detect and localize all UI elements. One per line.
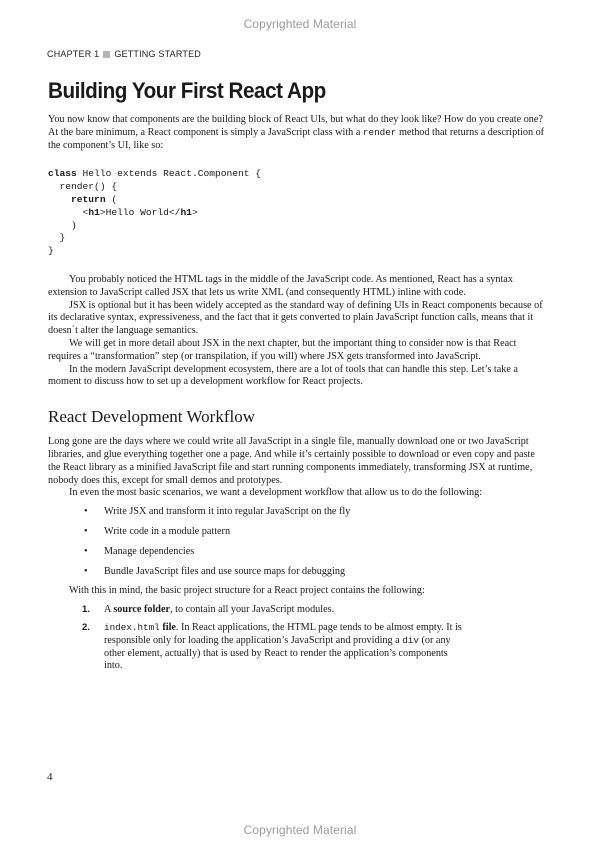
inline-code-render: render bbox=[362, 126, 397, 138]
code-text: Hello extends React.Component { bbox=[76, 168, 262, 180]
list-item bbox=[48, 622, 464, 673]
code-keyword: return bbox=[71, 193, 106, 205]
code-text: >Hello World</ bbox=[99, 206, 181, 218]
list-bold-text: file bbox=[159, 621, 176, 633]
subsection-heading: React Development Workflow bbox=[48, 407, 255, 427]
bullet-icon: • bbox=[84, 545, 88, 557]
list-text: (or any other element, actually) that is used by React to render the application’s components into. bbox=[104, 634, 451, 672]
code-tag: h1 bbox=[88, 206, 100, 218]
inline-code-div: div bbox=[402, 634, 419, 646]
inline-code-index-html: index.html bbox=[104, 621, 160, 633]
bullet-list bbox=[48, 506, 548, 578]
intro-text-b: method that returns a description of the component’s UI, like so: bbox=[48, 126, 545, 151]
body-paragraph: We will get in more detail about JSX in the next chapter, but the important thing to consider now is that React requires a “transformation” step (or transpilation, if you will) where JSX gets transformed into JavaScript. bbox=[48, 337, 517, 362]
code-text: > bbox=[191, 206, 198, 218]
code-listing bbox=[48, 168, 548, 258]
list-item-text: Write JSX and transform it into regular JavaScript on the fly bbox=[104, 506, 351, 518]
list-item-text: Bundle JavaScript files and use source maps for debugging bbox=[104, 565, 346, 577]
code-text: } bbox=[48, 245, 54, 257]
bullet-icon: • bbox=[84, 565, 88, 577]
numbered-list bbox=[48, 604, 548, 673]
body-paragraph: Long gone are the days where we could write all JavaScript in a single file, manually download one or two JavaScript libraries, and glue everything together one a page. And while it’s certainly possible to download or even copy and paste the React library as a minified JavaScript file and start running components immediately, transforming JSX at runtime, nobody does this, except for small demos and prototypes. bbox=[48, 436, 535, 486]
body-paragraph: You probably noticed the HTML tags in the middle of the JavaScript code. As mentioned, React has a syntax extension to JavaScript called JSX that lets us write XML (and consequently HTML) inline with code. bbox=[48, 273, 513, 298]
running-head bbox=[47, 49, 201, 59]
code-keyword: class bbox=[48, 168, 77, 180]
body-paragraph: JSX is optional but it has been widely accepted as the standard way of defining UIs in React components because of its declarative syntax, expressiveness, and the fact that it gets converted to plain JavaScript function calls, means that it doesn´t alter the language semantics. bbox=[48, 299, 543, 337]
code-text: render() { bbox=[48, 181, 118, 193]
code-tag: h1 bbox=[180, 206, 192, 218]
page-number: 4 bbox=[47, 771, 53, 783]
list-text: A bbox=[104, 604, 114, 616]
body-paragraph: With this in mind, the basic project structure for a React project contains the following: bbox=[69, 585, 425, 597]
body-paragraph: In even the most basic scenarios, we want a development workflow that allow us to do the following: bbox=[69, 487, 483, 499]
intro-paragraph bbox=[48, 114, 548, 152]
list-item bbox=[48, 506, 548, 519]
list-number: 2. bbox=[82, 621, 90, 633]
list-item-text: Manage dependencies bbox=[104, 545, 195, 557]
code-text: } bbox=[48, 232, 66, 244]
list-item-text: Write code in a module pattern bbox=[104, 525, 231, 537]
list-item bbox=[48, 604, 464, 617]
list-bold-text: source folder bbox=[113, 604, 171, 616]
body-paragraph: In the modern JavaScript development ecosystem, there are a lot of tools that can handle this step. Let’s take a moment to discuss how to set up a development workflow for React projects. bbox=[48, 363, 518, 388]
chapter-label: CHAPTER 1 bbox=[47, 49, 100, 59]
watermark-top: Copyrighted Material bbox=[243, 17, 357, 31]
code-text: < bbox=[48, 206, 89, 218]
list-text: . In React applications, the HTML page tends to be almost empty. It is responsible only for loading the application’s JavaScript and providing a bbox=[104, 621, 462, 646]
bullet-icon: • bbox=[84, 506, 88, 518]
code-indent bbox=[48, 194, 71, 205]
list-item bbox=[48, 566, 548, 579]
watermark-bottom: Copyrighted Material bbox=[243, 823, 357, 837]
bullet-icon: • bbox=[84, 525, 88, 537]
square-separator-icon bbox=[103, 51, 110, 58]
section-heading: Building Your First React App bbox=[48, 78, 326, 103]
list-number: 1. bbox=[82, 604, 90, 616]
code-text: ) bbox=[48, 219, 77, 231]
list-text: , to contain all your JavaScript modules. bbox=[170, 604, 335, 616]
chapter-title: GETTING STARTED bbox=[114, 49, 201, 59]
intro-text-a: You now know that components are the building block of React UIs, but what do they look like? How do you create one? At the bare minimum, a React component is simply a JavaScript class with a bbox=[48, 114, 543, 138]
list-item bbox=[48, 546, 548, 559]
code-text: ( bbox=[105, 193, 118, 205]
list-item bbox=[48, 526, 548, 539]
page-body bbox=[48, 78, 548, 678]
